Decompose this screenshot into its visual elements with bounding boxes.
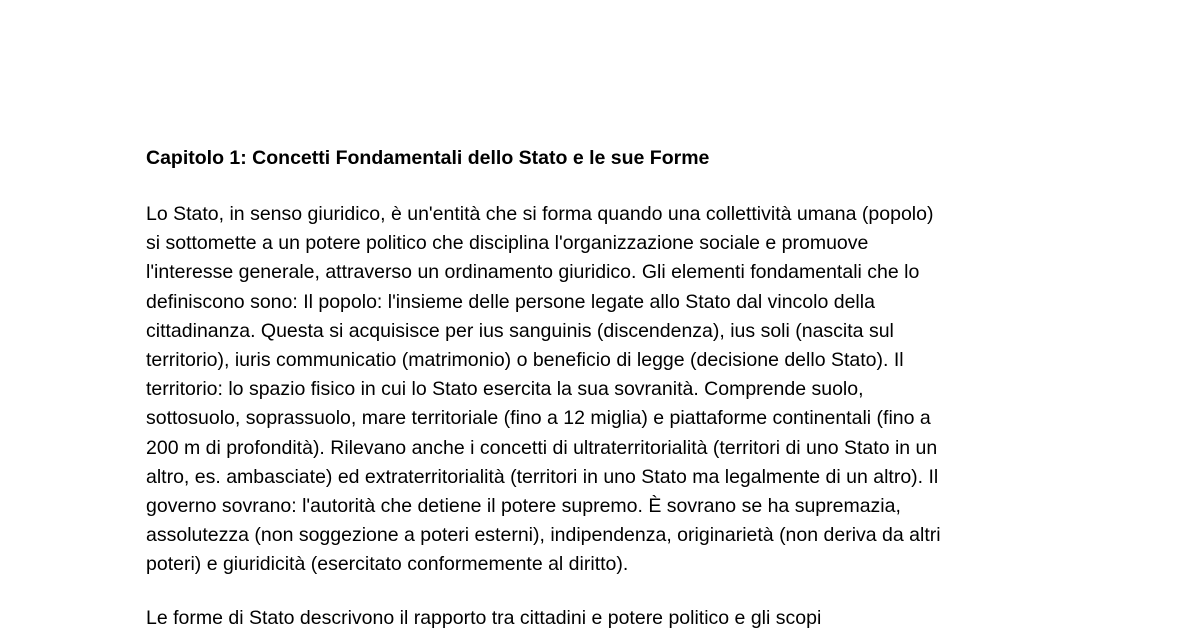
paragraph-line: l'interesse generale, attraverso un ordinamento giuridico. Gli elementi fondamentali che lo [146,261,920,284]
paragraph-line: 200 m di profondità). Rilevano anche i concetti di ultraterritorialità (territori di uno Stato in un [146,436,938,459]
paragraph-line: territorio: lo spazio fisico in cui lo Stato esercita la sua sovranità. Comprende suolo, [146,378,864,401]
paragraph-line: si sottomette a un potere politico che disciplina l'organizzazione sociale e promuove [146,232,869,255]
paragraph-line: sottosuolo, soprassuolo, mare territoriale (fino a 12 miglia) e piattaforme continentali (fino a [146,407,931,430]
paragraph-line: governo sovrano: l'autorità che detiene il potere supremo. È sovrano se ha supremazia, [146,495,901,518]
document-content [146,145,1056,629]
paragraph-line: definiscono sono: Il popolo: l'insieme delle persone legate allo Stato dal vincolo della [146,290,875,313]
paragraph-line: territorio), iuris communicatio (matrimonio) o beneficio di legge (decisione dello Stato). Il [146,349,904,372]
paragraph-state-elements [146,200,1056,580]
chapter-title: Capitolo 1: Concetti Fondamentali dello Stato e le sue Forme [146,147,710,169]
paragraph-line: poteri) e giuridicità (esercitato conformemente al diritto). [146,553,629,576]
paragraph-line: Lo Stato, in senso giuridico, è un'entità che si forma quando una collettività umana (popolo) [146,203,934,225]
paragraph-line: cittadinanza. Questa si acquisisce per ius sanguinis (discendenza), ius soli (nascita sul [146,319,894,342]
paragraph-line: assolutezza (non soggezione a poteri esterni), indipendenza, originarietà (non deriva da altri [146,524,941,547]
paragraph-line: altro, es. ambasciate) ed extraterritorialità (territori in uno Stato ma legalmente di un altro). Il [146,465,939,488]
paragraph-state-forms: Le forme di Stato descrivono il rapporto tra cittadini e potere politico e gli scopi [146,607,822,629]
